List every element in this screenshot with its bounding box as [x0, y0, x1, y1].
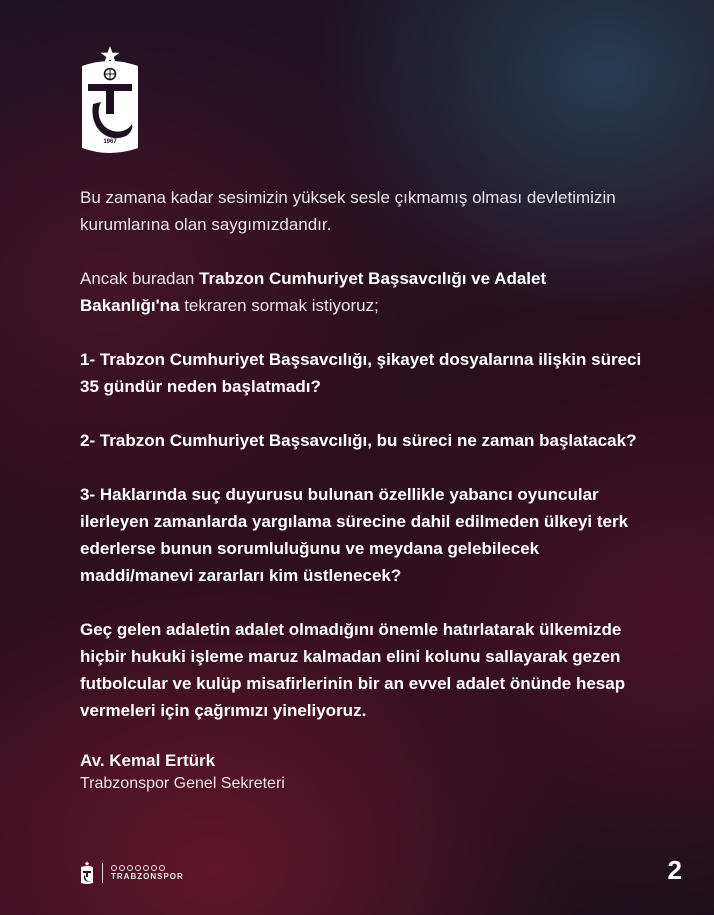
signatory-name: Av. Kemal Ertürk [80, 751, 216, 770]
signatory-title: Trabzonspor Genel Sekreteri [80, 775, 285, 792]
mini-crest-icon [80, 861, 94, 885]
trabzonspor-crest-logo [79, 44, 141, 154]
instagram-icon[interactable] [127, 865, 133, 871]
page-number: 2 [667, 855, 682, 885]
regular-text: Bu zamana kadar sesimizin yüksek sesle çıkmamış olması devletimizin kurumlarına olan saygımızdandır. [80, 188, 616, 234]
footer-brand: TRABZONSPOR [111, 872, 184, 881]
web-icon[interactable] [159, 865, 165, 871]
bold-text: Trabzon Cumhuriyet Başsavcılığı ve Adalet Bakanlığı'na [80, 269, 547, 315]
signature-block [80, 749, 650, 795]
bold-text: Geç gelen adaletin adalet olmadığını önemle hatırlatarak ülkemizde hiçbir hukuki işleme maruz kalmadan elini kolunu sallayarak gezen futbolcular ve kulüp misafirlerinin bir an evvel adalet önünde hesap vermeleri için çağrımızı yineliyoruz. [80, 620, 626, 720]
youtube-icon[interactable] [135, 865, 141, 871]
paragraph [80, 616, 650, 724]
twitter-icon[interactable] [119, 865, 125, 871]
paragraph [80, 346, 650, 400]
regular-text: tekraren sormak istiyoruz; [179, 296, 379, 315]
bold-text: 2- Trabzon Cumhuriyet Başsavcılığı, bu süreci ne zaman başlatacak? [80, 431, 637, 450]
linkedin-icon[interactable] [151, 865, 157, 871]
paragraph [80, 184, 650, 238]
footer-divider [102, 863, 103, 883]
statement-body [80, 184, 650, 795]
social-block [111, 865, 184, 881]
regular-text: Ancak buradan [80, 269, 200, 288]
tiktok-icon[interactable] [143, 865, 149, 871]
facebook-icon[interactable] [111, 865, 117, 871]
paragraph [80, 265, 650, 319]
bold-text: 3- Haklarında suç duyurusu bulunan özellikle yabancı oyuncular ilerleyen zamanlarda yargılama sürecine dahil edilmeden ülkeyi terk ederlerse bunun sorumluluğunu ve meydana gelebilecek maddi/manevi zararları kim üstlenecek? [80, 485, 629, 585]
footer [80, 860, 184, 886]
social-icons [111, 865, 165, 871]
bold-text: 1- Trabzon Cumhuriyet Başsavcılığı, şikayet dosyalarına ilişkin süreci 35 gündür neden başlatmadı? [80, 350, 642, 396]
paragraph [80, 427, 650, 454]
paragraph [80, 481, 650, 589]
crest-year: 1967 [103, 139, 117, 145]
